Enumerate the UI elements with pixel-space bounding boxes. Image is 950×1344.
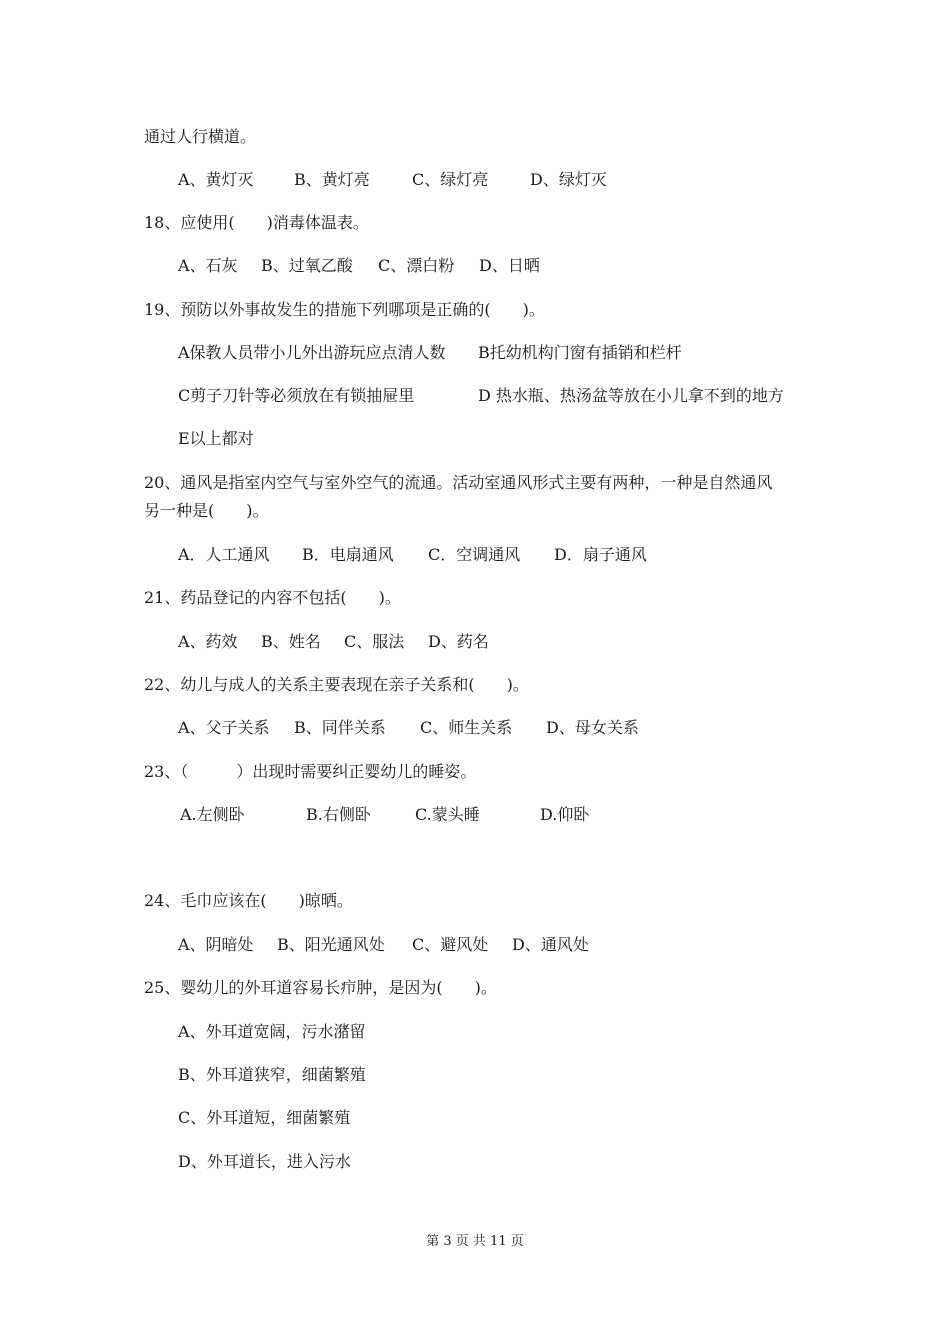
option-b: B.右侧卧: [306, 805, 371, 824]
option-b: B、阳光通风处: [277, 935, 385, 954]
option-b: B、黄灯亮: [294, 170, 370, 189]
option-c: C、绿灯亮: [412, 170, 489, 189]
question-19: 19、预防以外事故发生的措施下列哪项是正确的( )。: [144, 300, 545, 319]
option-e: E以上都对: [178, 429, 254, 448]
option-c: C剪子刀针等必须放在有锁抽屉里: [178, 386, 415, 405]
option-c: C、避风处: [412, 935, 489, 954]
option-a: A、黄灯灭: [178, 170, 254, 189]
option-a: A保教人员带小儿外出游玩应点清人数: [178, 343, 446, 362]
option-b: B、姓名: [261, 632, 321, 651]
question-22: 22、幼儿与成人的关系主要表现在亲子关系和( )。: [144, 675, 529, 694]
question-23: 23、（ ）出现时需要纠正婴幼儿的睡姿。: [144, 762, 477, 781]
option-d: D、外耳道长，进入污水: [178, 1152, 351, 1171]
option-d: D．扇子通风: [554, 545, 647, 564]
option-d: D、药名: [428, 632, 489, 651]
question-21: 21、药品登记的内容不包括( )。: [144, 588, 401, 607]
option-d: D、日晒: [479, 256, 540, 275]
option-a: A、药效: [178, 632, 238, 651]
option-a: A．人工通风: [178, 545, 270, 564]
option-b: B．电扇通风: [302, 545, 394, 564]
option-b: B、外耳道狭窄，细菌繁殖: [178, 1065, 366, 1084]
question-20-cont: 另一种是( )。: [144, 501, 269, 520]
option-a: A、父子关系: [178, 718, 270, 737]
option-c: C、外耳道短，细菌繁殖: [178, 1108, 351, 1127]
option-c: C、服法: [344, 632, 405, 651]
option-d: D、母女关系: [546, 718, 639, 737]
option-a: A、外耳道宽阔，污水潴留: [178, 1022, 366, 1041]
question-24: 24、毛巾应该在( )晾晒。: [144, 891, 353, 910]
option-d: D.仰卧: [540, 805, 590, 824]
option-c: C．空调通风: [428, 545, 521, 564]
question-18: 18、应使用( )消毒体温表。: [144, 213, 369, 232]
page-footer: 第 3 页 共 11 页: [426, 1234, 524, 1249]
question-20: 20、通风是指室内空气与室外空气的流通。活动室通风形式主要有两种，一种是自然通风: [144, 473, 773, 492]
option-a: A、石灰: [178, 256, 238, 275]
option-a: A.左侧卧: [180, 805, 245, 824]
option-c: C、师生关系: [420, 718, 513, 737]
option-d: D 热水瓶、热汤盆等放在小儿拿不到的地方: [478, 386, 784, 405]
option-b: B托幼机构门窗有插销和栏杆: [478, 343, 682, 362]
text-line: 通过人行横道。: [144, 127, 257, 146]
option-c: C.蒙头睡: [415, 805, 480, 824]
option-d: D、绿灯灭: [530, 170, 607, 189]
option-c: C、漂白粉: [378, 256, 455, 275]
option-b: B、过氧乙酸: [261, 256, 353, 275]
option-a: A、阴暗处: [178, 935, 254, 954]
option-b: B、同伴关系: [294, 718, 386, 737]
question-25: 25、婴幼儿的外耳道容易长疖肿，是因为( )。: [144, 978, 497, 997]
option-d: D、通风处: [512, 935, 589, 954]
